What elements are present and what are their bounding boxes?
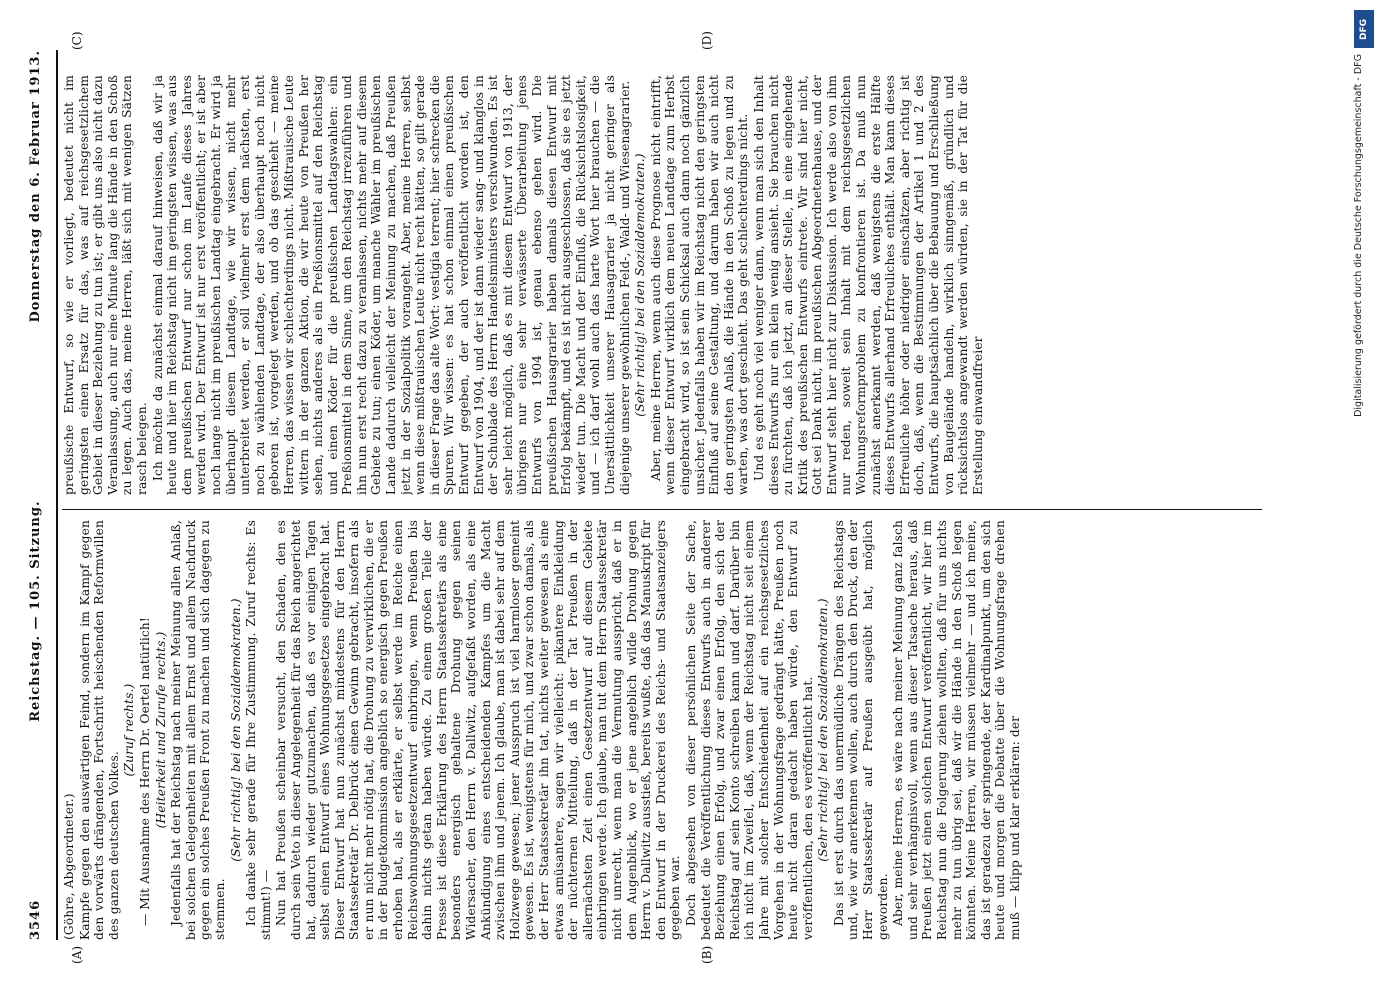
paragraph: — Mit Ausnahme des Herrn Dr. Oertel natürlich! — [137, 617, 152, 926]
paragraph: Ich möchte da zunächst einmal darauf hinweisen, daß wir ja heute und hier im Reichstag nicht im geringsten wissen, was aus dem preußischen Entwurf nur schon im Laufe dieses Jahres werden wird. Der Entwurf ist nur erst veröffentlicht; er ist aber noch lange nicht im preußischen Landtag eingebracht. Er wird ja überhaupt diesem Landtage, wie wir wissen, nicht mehr unterbreitet werden, er soll vielmehr erst dem nächsten, erst noch zu wählenden Landtage, der also überhaupt noch nicht geboren ist, vorgelegt werden, und ob das geschieht — meine Herren, das wissen wir schlechterdings nicht. Mißtrauische Leute wittern in der ganzen Aktion, die wir heute von Preußen her sehen, nichts anderes als ein Preßionsmittel auf den Reichstag und einen Köder für die preußischen Landtagswahlen: ein Preßionsmittel in dem Sinne, um den Reichstag irrezuführen und ihn nun erst recht dazu zu veranlassen, nichts mehr auf diesem Gebiete zu tun; einen Köder, um manche Wähler im preußischen Lande dadurch vielleicht der Meinung zu machen, daß Preußen jetzt in der Sozialpolitik vorangeht. Aber, meine Herren, selbst wenn diese mißtrauischen Leute nicht recht hätten, so gilt gerade in dieser Frage das alte Wort: vestigia terrent; hier schrecken die Spuren. Wir wissen: es hat schon einmal einen preußischen Entwurf gegeben, der auch veröffentlicht worden ist, den Entwurf von 1904, und der ist dann wieder sang- und klanglos in der Schublade des Herrn Handelsministers verschwunden. Es ist sehr leicht möglich, daß es mit diesem Entwurf von 1913, der übrigens nur eine sehr verwässerte Überarbeitung jenes Entwurfs von 1904 ist, genau ebenso gehen wird. Die preußischen Hausagrarier haben damals diesen Entwurf mit Erfolg bekämpft, und es ist nicht ausgeschlossen, daß sie es jetzt wieder tun. Die Macht und der Einfluß, die Rücksichtslosigkeit, und — ich darf wohl auch das harte Wort hier brauchen — die Unersättlichkeit unserer Hausagrarier ja nicht geringer als diejenige unserer gewöhnlichen Feld-, Wald- und Wiesenagrarier. — [150, 75, 632, 495]
paragraph: Kampfe gegen den auswärtigen Feind, sondern im Kampf gegen den vorwärts drängenden, Fortschritt heischenden Reformwillen des ganzen deutschen Volkes. — [77, 520, 121, 940]
paragraph: Jedenfalls hat der Reichstag nach meiner Meinung allen Anlaß, bei solchen Gelegenheiten mit allem Ernst und allem Nachdruck gegen ein solches Preußen Front zu machen und sich dagegen zu stemmen. — [169, 520, 227, 940]
paragraph: (Sehr richtig! bei den Sozialdemokraten.) — [633, 153, 648, 417]
page-number: 3546 — [27, 899, 43, 940]
paragraph: Das ist erst durch das unermüdliche Drängen des Reichstags und, wie wir anerkennen wollen, auch durch den Druck, den der Herr Staatssekretär auf Preußen ausgeübt hat, möglich geworden. — [831, 520, 890, 940]
margin-mark-d: (D) — [700, 31, 714, 50]
margin-mark-a: (A) — [70, 945, 84, 964]
page-header — [20, 50, 50, 940]
header-date: Donnerstag den 6. Februar 1913. — [27, 50, 43, 323]
paragraph: (Sehr richtig! bei den Sozialdemokraten.) — [816, 598, 831, 862]
header-rule — [56, 50, 58, 940]
margin-mark-b: (B) — [700, 945, 714, 964]
running-head: Reichstag. — 105. Sitzung. — [27, 500, 43, 722]
paragraph: Aber, meine Herren, es wäre nach meiner Meinung ganz falsch und sehr verhängnisvoll, wenn aus dieser Tatsache heraus, daß Preußen jetzt einen solchen Entwurf veröffentlicht, wir hier im Reichstag nun die Folgerung ziehen wollten, daß für uns nichts mehr zu tun übrig sei, daß wir die Hände in den Schoß legen könnten. Meine Herren, wir müssen vielmehr — und ich meine, das ist geradezu der springende, der Kardinalpunkt, um den sich heute und morgen die Debatte über die Wohnungsfrage drehen muß — klipp und klar erklären: der — [891, 520, 1022, 940]
paragraph: (Zuruf rechts.) — [122, 683, 137, 777]
right-column — [62, 75, 1262, 495]
margin-mark-c: (C) — [70, 31, 84, 50]
paragraph: Und es geht noch viel weniger dann, wenn man sich den Inhalt dieses Entwurfs nur ein klein wenig ansieht. Sie brauchen nicht zu fürchten, daß ich jetzt, an dieser Stelle, in eine eingehende Kritik des preußischen Entwurfs eintrete. Wir sind hier nicht, Gott sei Dank nicht, im preußischen Abgeordnetenhause, und der Entwurf steht hier nicht zur Diskussion. Ich werde also von ihm nur reden, soweit sein Inhalt mit dem reichsgesetzlichen Wohnungsreformproblem zu konfrontieren ist. Da muß nun zunächst anerkannt werden, daß wenigstens die erste Hälfte dieses Entwurfs allerhand Erfreuliches enthält. Man kann dieses Erfreuliche höher oder niedriger einschätzen, aber richtig ist doch, daß, wenn die Bestimmungen der Artikel 1 und 2 des Entwurfs, die hauptsächlich über die Bebauung und Erschließung von Baugelände handeln, wirklich sinngemäß, gründlich und rücksichtslos angewandt werden würden, sie in der Tat für die Erstellung einwandfreier — [751, 75, 985, 495]
paragraph: Aber, meine Herren, wenn auch diese Prognose nicht eintrifft, wenn dieser Entwurf wirklich dem neuen Landtage zum Herbst eingebracht wird, so ist sein Schicksal auch dann noch gänzlich unsicher. Jedenfalls haben wir im Reichstag nicht den geringsten Einfluß auf seine Gestaltung, und darum haben wir auch nicht den geringsten Anlaß, die Hände in den Schoß zu legen und zu warten, was dort geschieht. Das geht schlechterdings nicht. — [648, 75, 751, 495]
dfg-logo: DFG — [1354, 10, 1374, 48]
attribution-strip — [1351, 0, 1381, 1000]
left-column — [62, 520, 1262, 940]
paragraph: (Sehr richtig! bei den Sozialdemokraten.) — [228, 598, 243, 862]
paragraph: (Heiterkeit und Zurufe rechts.) — [153, 631, 168, 829]
paragraph: Nun hat Preußen scheinbar versucht, den Schaden, den es durch sein Veto in dieser Angelegenheit für das Reich angerichtet hat, dadurch wieder gutzumachen, daß es vor einigen Tagen selbst einen Entwurf eines Wohnungsgesetzes eingebracht hat. Dieser Entwurf hat nun zunächst mindestens für den Herrn Staatssekretär Dr. Delbrück einen Gewinn gebracht, insofern als er nun nicht mehr nötig hat, die Drohung zu verwirklichen, die er in der Budgetkommission angeblich so energisch gegen Preußen erhoben hat, als er erklärte, er selbst werde im Reiche einen Reichswohnungsgesetzentwurf einbringen, wenn Preußen bis dahin nichts getan haben würde. Zu einem großen Teile der Presse ist diese Erklärung des Herrn Staatssekretärs als eine besonders energisch gehaltene Drohung gegen seinen Widersacher, den Herrn v. Dallwitz, aufgefaßt worden, als eine Ankündigung eines entscheidenden Kampfes um die Macht zwischen ihm und jenem. Ich glaube, man ist dabei sehr auf dem Holzwege gewesen; jener Ausspruch ist viel harmloser gemeint gewesen. Es ist, wenigstens für mich, und zwar schon damals, als der Herr Staatssekretär ihn tat, nichts weiter gewesen als eine etwas amüsantere, sagen wir vielleicht: pikantere Einkleidung der nüchternen Mitteilung, daß in der Tat Preußen in der allernächsten Zeit einen Gesetzentwurf auf diesem Gebiete einbringen werde. Ich glaube, man tut dem Herrn Staatssekretär nicht unrecht, wenn man die Vermutung ausspricht, daß er in dem Augenblick, wo er jene angeblich wilde Drohung gegen Herrn v. Dallwitz ausstieß, bereits wußte, daß das Manuskript für den Entwurf in der Druckerei des Reichs- und Staatsanzeigers gegeben war. — [274, 520, 683, 940]
paragraph: (Göhre, Abgeordneter.) — [62, 793, 76, 940]
paragraph: preußische Entwurf, so wie er vorliegt, bedeutet nicht im geringsten einen Ersatz für das, was auf reichsgesetzlichem Gebiet in dieser Beziehung zu tun ist; er gibt uns also nicht dazu Veranlassung, auch nur eine Minute lang die Hände in den Schoß zu legen. Auch das, meine Herren, läßt sich mit wenigen Sätzen rasch belegen. — [62, 75, 149, 495]
attribution-text: Digitalisierung gefördert durch die Deutsche Forschungsgemeinschaft - DFG — [1353, 54, 1364, 417]
paragraph: Ich danke sehr gerade für Ihre Zustimmung. Zuruf rechts: Es stimmt!) — — [244, 520, 273, 940]
column-divider — [62, 509, 1262, 510]
paragraph: Doch abgesehen von dieser persönlichen Seite der Sache, bedeutet die Veröffentlichung dieses Entwurfs auch in anderer Beziehung einen Erfolg, und zwar einen Erfolg, den sich der Reichstag auf sein Konto schreiben kann und darf. Darüber bin ich nicht im Zweifel, daß, wenn der Reichstag nicht seit einem Jahre mit solcher Entschiedenheit auf ein reichsgesetzliches Vorgehen in der Wohnungsfrage gedrängt hätte, Preußen noch heute nicht daran gedacht haben würde, den Entwurf zu veröffentlichen, den es veröffentlicht hat. — [683, 520, 815, 940]
